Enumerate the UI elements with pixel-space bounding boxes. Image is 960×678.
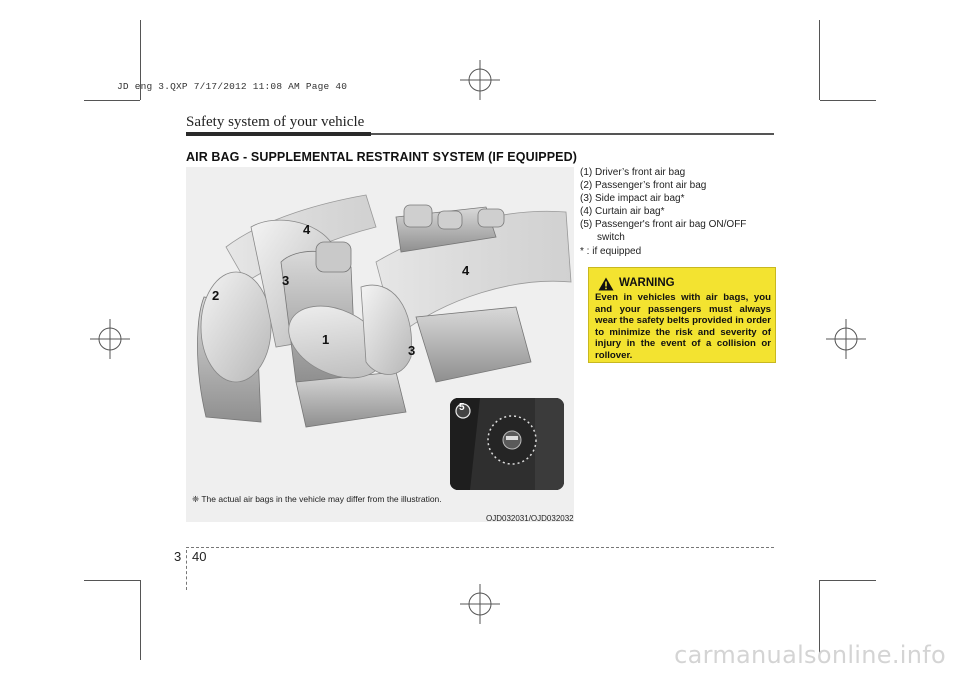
crop-mark (84, 580, 140, 581)
crop-mark (140, 580, 141, 660)
legend-item: (1) Driver’s front air bag (580, 167, 686, 178)
warning-box (588, 267, 776, 363)
callout-3: 3 (408, 343, 416, 358)
registration-mark-icon (90, 319, 130, 359)
page-heading: AIR BAG - SUPPLEMENTAL RESTRAINT SYSTEM (IF EQUIPPED) (186, 150, 577, 164)
registration-mark-icon (460, 60, 500, 100)
crop-mark (820, 100, 876, 101)
warning-body: Even in vehicles with air bags, you and your passengers must always wear the safety belts provided in order to minimize the risk and severity of injury in the event of a collision or rollover. (595, 292, 771, 361)
legend-item: (3) Side impact air bag* (580, 193, 685, 204)
figure-note: ❈ The actual air bags in the vehicle may differ from the illustration. (192, 494, 442, 504)
callout-5: 5 (459, 402, 465, 413)
registration-mark-icon (460, 584, 500, 624)
airbag-switch-icon (450, 398, 564, 490)
callout-1: 1 (322, 332, 330, 347)
callout-2: 2 (212, 288, 220, 303)
legend-item: (2) Passenger’s front air bag (580, 180, 707, 191)
footer-rule (186, 547, 774, 548)
callout-4: 4 (303, 222, 311, 237)
watermark: carmanualsonline.info (674, 641, 946, 669)
warning-title: WARNING (619, 277, 675, 289)
chapter-number: 3 (174, 549, 182, 564)
registration-mark-icon (826, 319, 866, 359)
legend-item: (4) Curtain air bag* (580, 206, 665, 217)
crop-mark (819, 20, 820, 100)
title-rule-accent (186, 132, 371, 136)
page-number: 40 (192, 549, 207, 564)
callout-3: 3 (282, 273, 290, 288)
footnote: * : if equipped (580, 246, 642, 257)
figure-code: OJD032031/OJD032032 (486, 514, 574, 523)
section-title: Safety system of your vehicle (186, 114, 365, 130)
warning-triangle-icon (598, 277, 614, 291)
crop-mark (84, 100, 140, 101)
airbag-switch-inset (450, 398, 564, 490)
callout-4: 4 (462, 263, 470, 278)
legend-item-continuation: switch (597, 232, 625, 243)
legend-item: (5) Passenger's front air bag ON/OFF (580, 219, 747, 230)
crop-mark (820, 580, 876, 581)
footer-divider (186, 550, 187, 590)
airbag-legend (580, 166, 775, 244)
print-slug: JD eng 3.QXP 7/17/2012 11:08 AM Page 40 (117, 81, 348, 92)
